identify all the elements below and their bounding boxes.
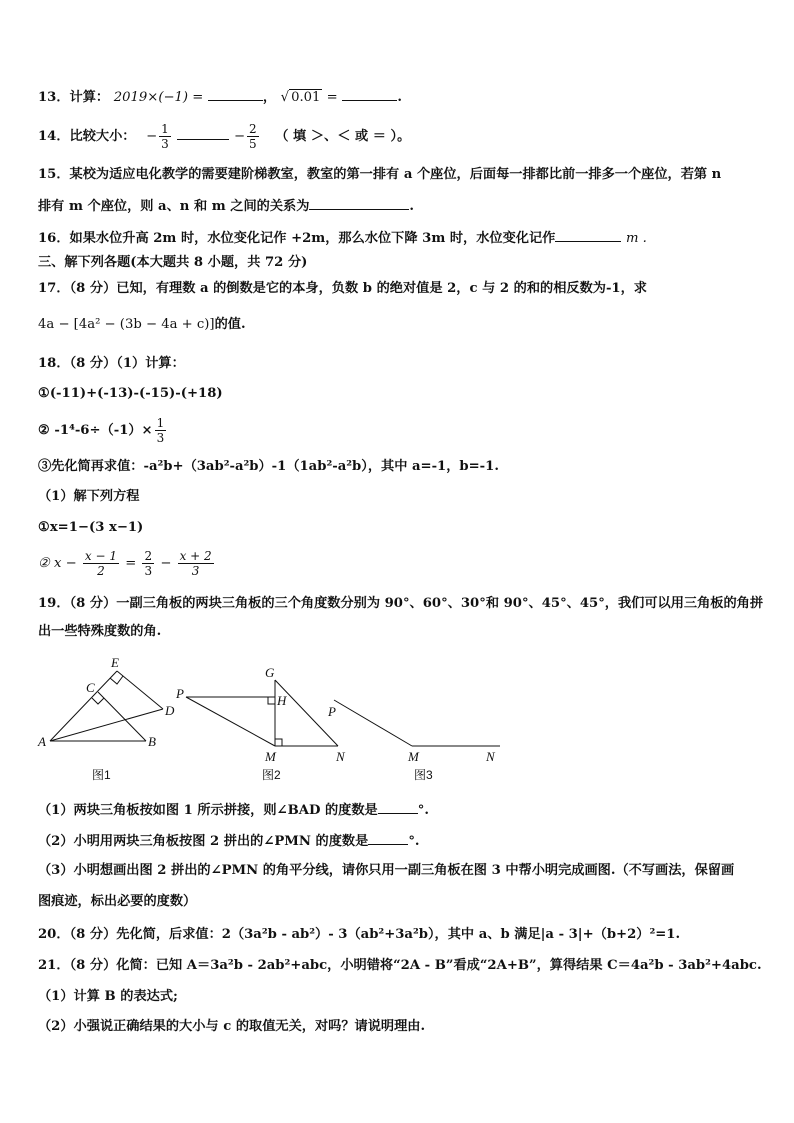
- question-18-part3: ③先化简再求值：-a²b+（3ab²-a²b）-1（1ab²-a²b），其中 a=-1，b=-1.: [38, 459, 499, 474]
- math-expression: 2019×(−1) =: [113, 90, 204, 105]
- answer-blank[interactable]: [177, 127, 229, 140]
- figure-3-diagram: [334, 700, 500, 746]
- question-19-sub3-line2: 图痕迹，标出必要的度数）: [38, 894, 197, 909]
- denominator: 3: [191, 564, 200, 578]
- point-label: P: [328, 704, 336, 719]
- answer-blank[interactable]: [309, 197, 409, 210]
- minus-sign: −: [233, 129, 246, 144]
- math-expression: ② x −: [38, 556, 77, 571]
- point-label: B: [148, 734, 156, 749]
- question-19-line1: 19．（8 分）一副三角板的两块三角板的三个角度数分别为 90°、60°、30°和 90°、45°、45°，我们可以用三角板的角拼: [38, 596, 764, 611]
- point-label: E: [111, 655, 119, 670]
- numerator: x + 2: [179, 549, 212, 563]
- period: .: [397, 90, 402, 105]
- denominator: 3: [161, 137, 169, 151]
- denominator: 3: [156, 431, 165, 445]
- question-text: （1）两块三角板按如图 1 所示拼接，则∠BAD 的度数是: [38, 803, 378, 818]
- question-21-sub1: （1）计算 B 的表达式;: [38, 989, 178, 1004]
- question-text: 排有 m 个座位，则 a、n 和 m 之间的关系为: [38, 199, 310, 214]
- question-18-part2: [38, 415, 168, 447]
- question-17-line1: 17．（8 分）已知，有理数 a 的倒数是它的本身，负数 b 的绝对值是 2，c 与 2 的和的相反数为-1，求: [38, 281, 647, 296]
- figure-2-diagram: [186, 680, 338, 746]
- sqrt-expression: √ 0.01 =: [280, 90, 338, 105]
- point-label: M: [408, 749, 419, 764]
- question-15-line2: [38, 197, 414, 216]
- math-expression: ② -1⁴-6÷（-1）×: [38, 423, 153, 438]
- question-18-head: 18．（8 分）（1）计算：: [38, 356, 185, 371]
- question-18-part1: ①(-11)+(-13)-(-15)-(+18): [38, 386, 223, 401]
- figures: [0, 650, 794, 785]
- question-19-sub2: [38, 832, 420, 851]
- fill-hint: （ 填 ＞、＜ 或 ＝ ）。: [275, 129, 411, 144]
- figure-3-caption: 图3: [414, 768, 433, 782]
- point-label: A: [38, 734, 46, 749]
- answer-blank[interactable]: [342, 88, 397, 101]
- denominator: 2: [97, 564, 105, 578]
- question-18-eq2: [38, 546, 216, 582]
- fraction: [83, 549, 119, 578]
- question-text: 比较大小：: [69, 129, 136, 144]
- question-18-eq1: ①x=1−(3 x−1): [38, 520, 144, 535]
- separator: ，: [262, 90, 277, 105]
- answer-blank[interactable]: [378, 801, 418, 814]
- answer-blank[interactable]: [208, 88, 263, 101]
- sqrt-radicand: 0.01: [291, 90, 321, 105]
- numerator: 1: [156, 416, 165, 430]
- question-21-line1: 21．（8 分）化简：已知 A＝3a²b - 2ab²+abc，小明错将“2A - B”看成“2A+B”，算得结果 C＝4a²b - 3ab²+4abc.: [38, 958, 762, 973]
- numerator: 1: [161, 122, 169, 136]
- unit: m .: [625, 231, 647, 246]
- math-expression: 4a − [4a² − (3b − 4a + c)]: [38, 317, 215, 332]
- denominator: 3: [144, 564, 153, 578]
- point-label: H: [277, 693, 287, 708]
- question-18-sub2: （1）解下列方程: [38, 489, 140, 504]
- question-19-sub1: [38, 801, 429, 820]
- fraction: [142, 549, 154, 578]
- question-text: 16．如果水位升高 2m 时，水位变化记作 +2m，那么水位下降 3m 时，水位变化记作: [38, 231, 556, 246]
- period: .: [409, 199, 414, 214]
- minus-sign: −: [160, 556, 172, 571]
- question-text: （2）小明用两块三角板按图 2 拼出的∠PMN 的度数是: [38, 834, 369, 849]
- question-text: 计算：: [69, 90, 110, 105]
- answer-blank[interactable]: [555, 229, 621, 242]
- denominator: 5: [249, 137, 257, 151]
- fraction: [247, 122, 259, 151]
- question-17-line2: [38, 316, 246, 334]
- question-16: [38, 229, 647, 248]
- section-heading: 三、解下列各题(本大题共 8 小题，共 72 分): [38, 255, 308, 270]
- degree-suffix: °.: [408, 834, 420, 849]
- fraction: [155, 416, 167, 445]
- degree-suffix: °.: [417, 803, 429, 818]
- question-13: [38, 88, 402, 107]
- point-label: D: [165, 703, 175, 718]
- fraction: [178, 549, 214, 578]
- figure-1-caption: 图1: [92, 768, 111, 782]
- figure-1-diagram: [50, 671, 163, 741]
- question-20: 20．（8 分）先化简，后求值：2（3a²b - ab²）- 3（ab²+3a²b），其中 a、b 满足|a - 3|+（b+2）²=1.: [38, 927, 681, 942]
- question-15-line1: 15．某校为适应电化教学的需要建阶梯教室，教室的第一排有 a 个座位，后面每一排都比前一排多一个座位，若第 n: [38, 167, 722, 182]
- question-19-line2: 出一些特殊度数的角.: [38, 624, 162, 639]
- point-label: C: [86, 680, 95, 695]
- question-19-sub3-line1: （3）小明想画出图 2 拼出的∠PMN 的角平分线，请你只用一副三角板在图 3 中帮小明完成画图.（不写画法，保留画: [38, 863, 735, 878]
- question-21-sub2: （2）小强说正确结果的大小与 c 的取值无关，对吗？请说明理由.: [38, 1019, 426, 1034]
- question-text: 的值.: [214, 317, 246, 332]
- point-label: N: [336, 749, 345, 764]
- question-number: 14．: [38, 129, 70, 144]
- numerator: x − 1: [84, 549, 117, 563]
- fraction: [159, 122, 171, 151]
- figure-2-caption: 图2: [262, 768, 281, 782]
- point-label: G: [265, 665, 275, 680]
- question-number: 13．: [38, 90, 70, 105]
- point-label: P: [176, 686, 184, 701]
- numerator: 2: [249, 122, 257, 136]
- point-label: N: [486, 749, 495, 764]
- question-14: [38, 122, 410, 152]
- answer-blank[interactable]: [368, 832, 408, 845]
- numerator: 2: [144, 549, 153, 563]
- equals-sign: =: [326, 90, 338, 105]
- point-label: M: [265, 749, 276, 764]
- equals-sign: =: [125, 556, 137, 571]
- minus-sign: −: [146, 129, 158, 144]
